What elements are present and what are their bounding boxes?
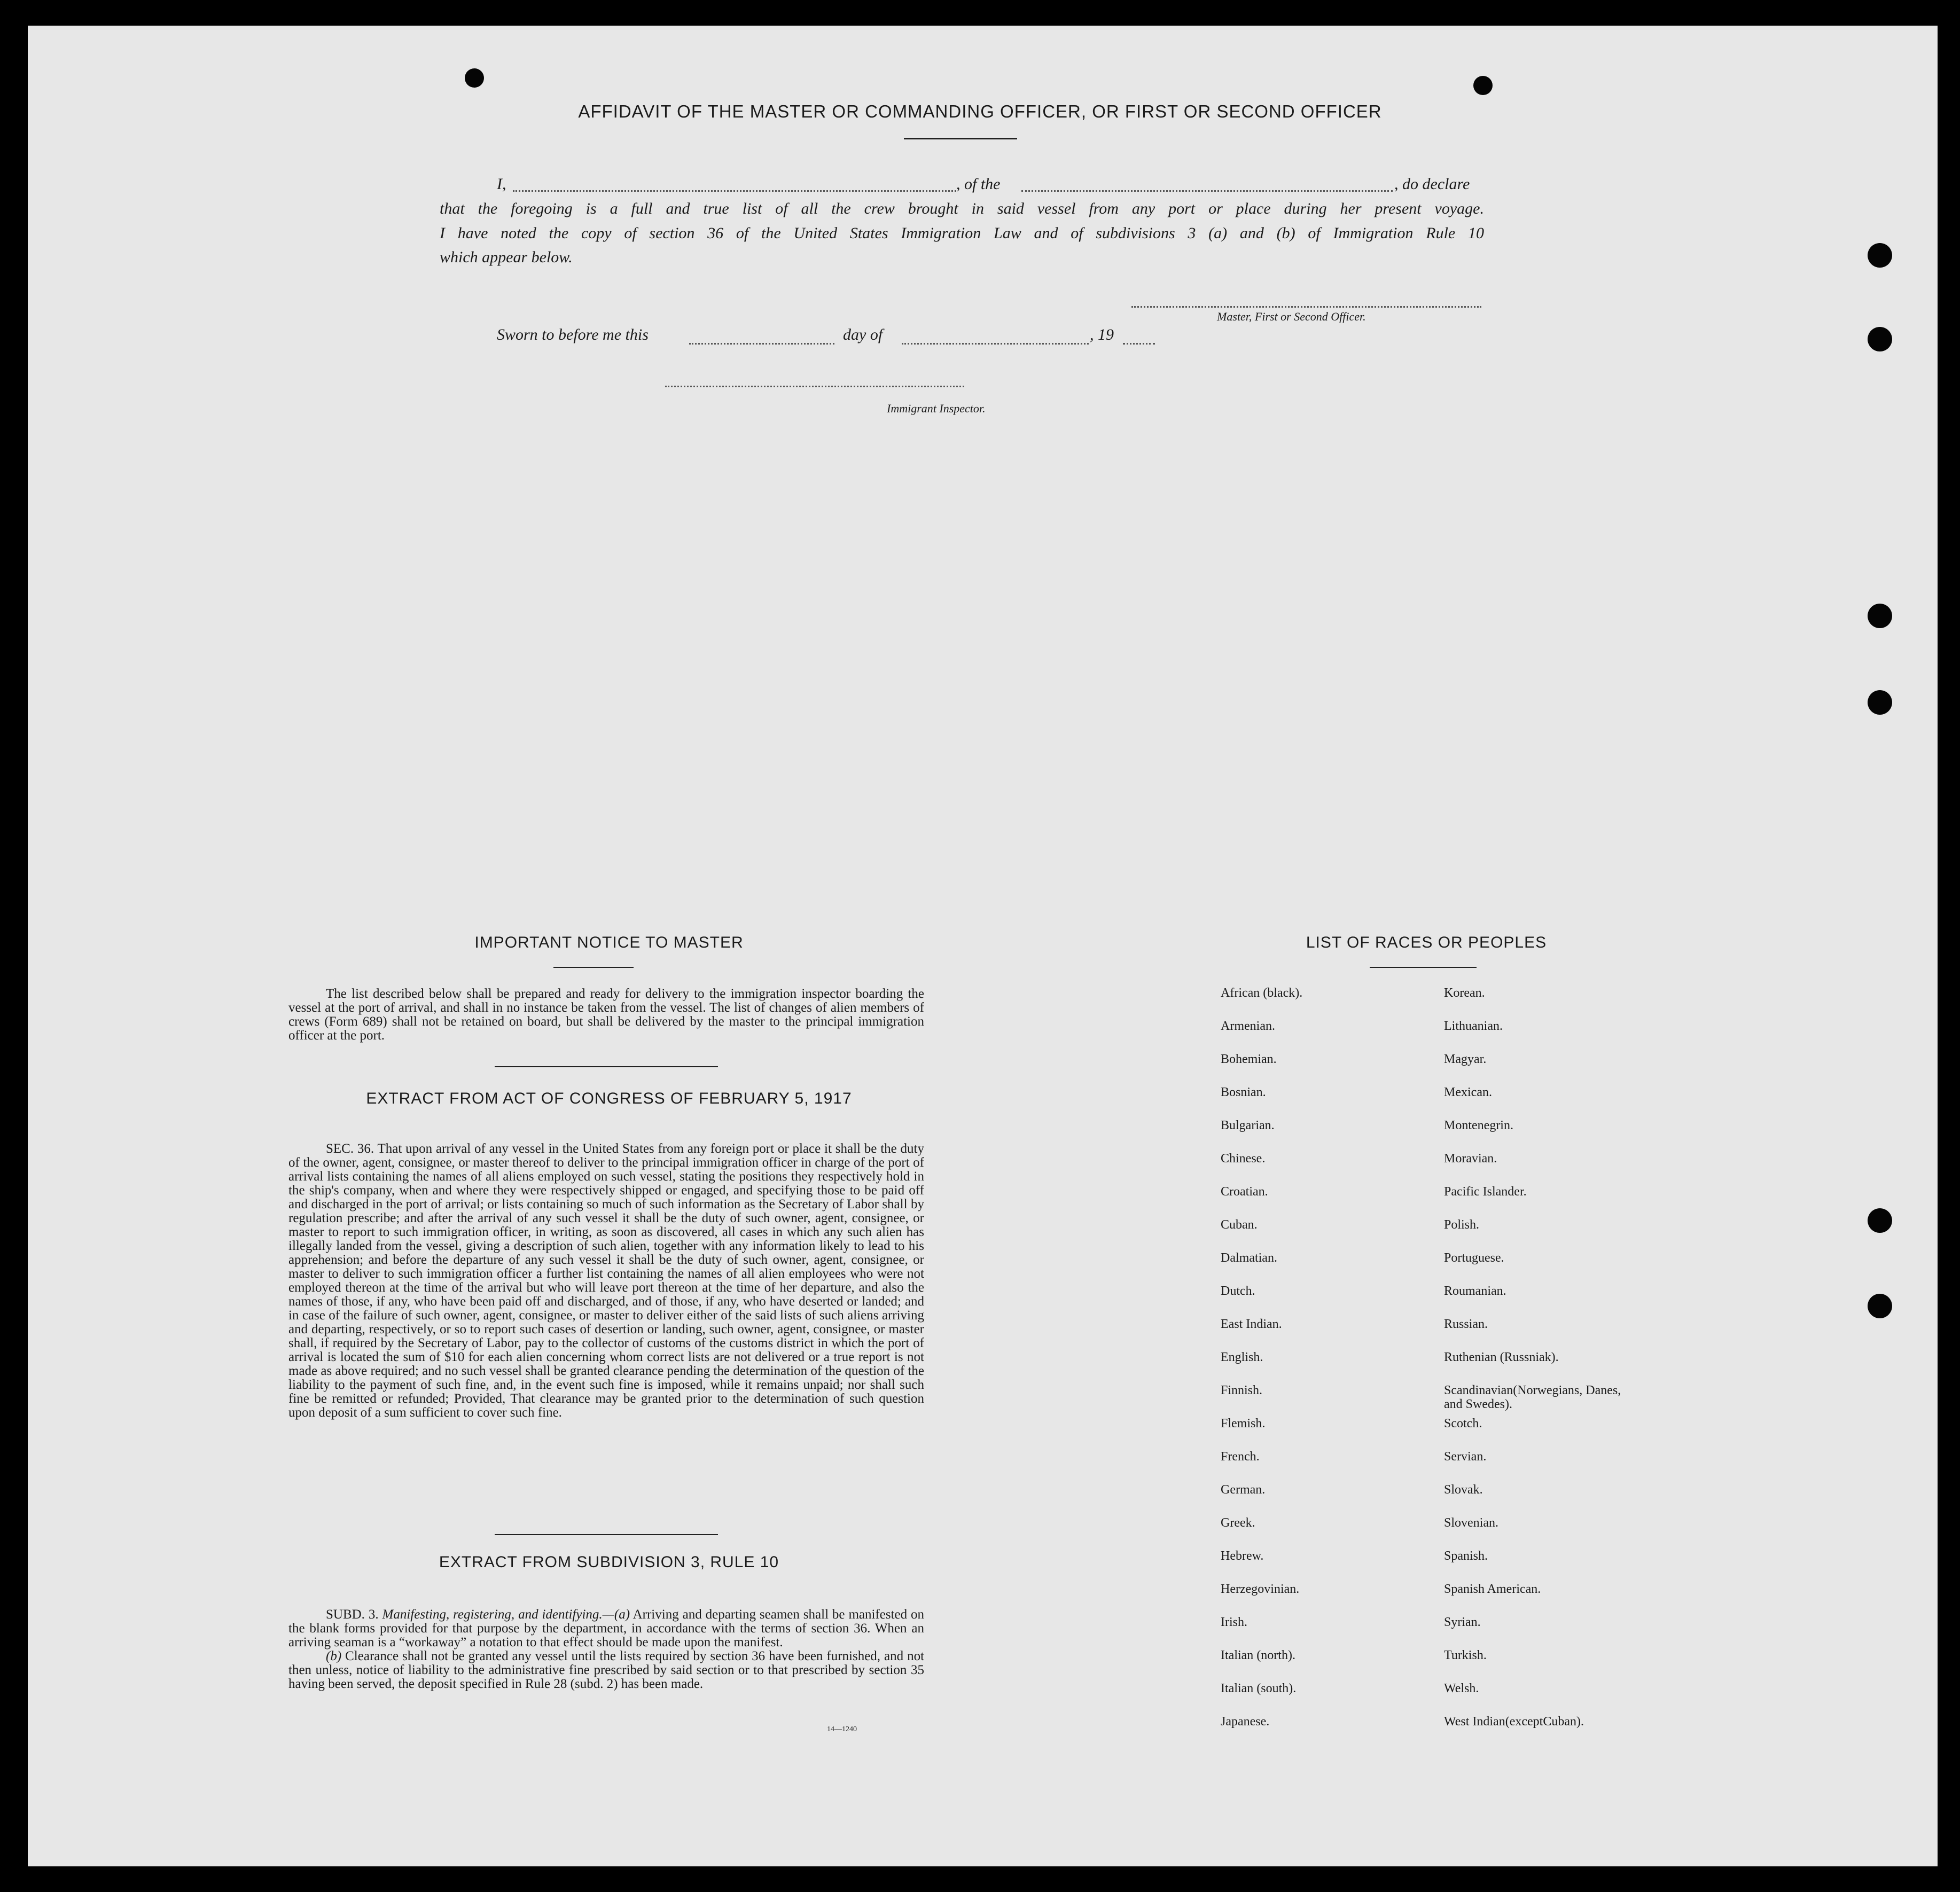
notice-divider [495,1066,718,1067]
race-item: Dutch. [1221,1284,1255,1298]
sworn-year-field[interactable] [1123,343,1155,345]
subd-text-b: Clearance shall not be granted any vessel until the lists required by section 36 have been furnished, and not then unless, notice of liability to the administrative fine prescribed by said section or to that prescribed by section 35 having been served, the deposit specified in Rule 28 (subd. 2) has been made. [288,1649,925,1691]
affidavit-title: AFFIDAVIT OF THE MASTER OR COMMANDING OFFICER, OR FIRST OR SECOND OFFICER [578,101,1382,121]
race-item: Russian. [1444,1317,1488,1331]
race-item: Armenian. [1221,1019,1275,1033]
race-item: Syrian. [1444,1615,1481,1629]
punch-hole [1868,1294,1892,1318]
race-item: Montenegrin. [1444,1119,1513,1132]
race-item: Dalmatian. [1221,1251,1277,1265]
races-title: LIST OF RACES OR PEOPLES [1306,934,1547,951]
race-item: Finnish. [1221,1383,1263,1397]
race-item: African (black). [1221,986,1303,1000]
race-item: West Indian(exceptCuban). [1444,1715,1584,1729]
notice-text: The list described below shall be prepared and ready for delivery to the immigration inspector boarding the vessel at the port of arrival, and shall in no instance be taken from the vessel. The list of changes of alien members of crews (Form 689) shall not be retained on board, but shall be delivered by the master to the principal immigration officer at the port. [288,987,924,1043]
race-item: Korean. [1444,986,1485,1000]
race-item: Greek. [1221,1516,1255,1530]
sworn-label: Sworn to before me this [497,326,649,343]
declarant-name-field[interactable] [513,190,956,192]
race-item: French. [1221,1450,1260,1464]
race-item: Bohemian. [1221,1052,1277,1066]
race-item: Italian (south). [1221,1682,1297,1695]
title-underline [904,138,1017,139]
punch-hole [1868,690,1892,715]
race-item: Herzegovinian. [1221,1582,1300,1596]
subd-heading: Manifesting, registering, and identifying.—(a) [382,1607,630,1622]
inspector-signature-field[interactable] [665,386,964,387]
race-item: Hebrew. [1221,1549,1264,1563]
declarant-line [497,175,506,193]
race-item: Spanish. [1444,1549,1488,1563]
vessel-name-field[interactable] [1021,190,1393,192]
race-item: Lithuanian. [1444,1019,1503,1033]
race-item: Japanese. [1221,1715,1270,1729]
sworn-day-field[interactable] [689,343,834,345]
race-item: Portuguese. [1444,1251,1504,1265]
race-item: Chinese. [1221,1152,1266,1166]
act-divider [495,1534,718,1535]
race-item: Magyar. [1444,1052,1487,1066]
race-item: Flemish. [1221,1417,1266,1430]
day-of-label: day of [843,326,883,343]
race-item: Servian. [1444,1450,1487,1464]
affidavit-line-4: which appear below. [440,248,573,266]
subd-b-label: (b) [326,1649,342,1663]
race-item: Irish. [1221,1615,1247,1629]
race-item: Croatian. [1221,1185,1268,1199]
act-title: EXTRACT FROM ACT OF CONGRESS OF FEBRUARY 5, 1917 [366,1090,852,1107]
race-item: Mexican. [1444,1085,1492,1099]
notice-title: IMPORTANT NOTICE TO MASTER [474,934,744,951]
punch-hole [1868,327,1892,351]
punch-hole [1868,243,1892,268]
affidavit-line-2: that the foregoing is a full and true list of all the crew brought in said vessel from any port or place during her present voyage. [440,200,1484,217]
affidavit-line-3: I have noted the copy of section 36 of the United States Immigration Law and of subdivisions 3 (a) and (b) of Immigration Rule 10 [440,224,1484,242]
race-item: Bulgarian. [1221,1119,1275,1132]
race-item: Welsh. [1444,1682,1479,1695]
subd-text-a: Arriving and departing seamen shall be manifested on the blank forms provided for that purpose by the department, in accordance with the terms of section 36. When an arriving seaman is a “workaway” a notation to that effect should be made upon the manifest. [288,1607,925,1649]
race-item: Slovenian. [1444,1516,1498,1530]
form-number: 14—1240 [827,1725,857,1733]
race-item: Italian (north). [1221,1648,1295,1662]
master-caption: Master, First or Second Officer. [1217,310,1366,323]
race-item: Scotch. [1444,1417,1482,1430]
master-signature-field[interactable] [1131,306,1481,308]
races-column-2 [1444,986,1647,1748]
race-item: East Indian. [1221,1317,1282,1331]
of-the-label: , of the [956,175,1001,193]
notice-title-underline [553,967,634,968]
punch-hole [1868,1208,1892,1233]
race-item: Bosnian. [1221,1085,1266,1099]
rule-title: EXTRACT FROM SUBDIVISION 3, RULE 10 [439,1553,779,1571]
subd-label: SUBD. 3. [326,1607,379,1622]
sworn-month-field[interactable] [902,343,1089,345]
race-item: English. [1221,1350,1263,1364]
act-text: SEC. 36. That upon arrival of any vessel in the United States from any foreign port or place it shall be the duty of the owner, agent, consignee, or master thereof to deliver to the principal immigration officer in charge of the port of arrival lists containing the names of all aliens employed on such vessel, stating the positions they respectively hold in the ship's company, when and where they were respectively shipped or engaged, and specifying those to be paid off and discharged in the port of arrival; or lists containing so much of such information as the Secretary of Labor shall by regulation prescribe; and after the arrival of any such vessel it shall be the duty of such owner, agent, consignee, or master to report to such immigration officer, in writing, as soon as discovered, all cases in which any such alien has illegally landed from the vessel, giving a description of such alien, together with any information likely to lead to his apprehension; and before the departure of any such vessel it shall be the duty of such owner, agent, consignee, or master to deliver to such immigration officer a further list containing the names of all alien employees who were not employed thereon at the time of the arrival but who will leave port thereon at the time of her departure, and also the names of those, if any, who have been paid off and discharged, and of those, if any, who have deserted or landed; and in case of the failure of such owner, agent, consignee, or master to deliver either of the said lists of such aliens arriving and departing, respectively, or so to report such cases of desertion or landing, such owner, agent, consignee, or master shall, if required by the Secretary of Labor, pay to the collector of customs of the customs district in which the port of arrival is located the sum of $10 for each alien concerning whom correct lists are not delivered or a true report is not made as above required; and no such vessel shall be granted clearance pending the determination of the question of the liability to the payment of such fine, and, in the event such fine is imposed, while it remains unpaid; nor shall such fine be remitted or refunded; Provided, That clearance may be granted prior to the determination of such question upon deposit of a sum sufficient to cover such fine. [288,1142,924,1420]
race-item: Spanish American. [1444,1582,1541,1596]
race-item: Scandinavian(Norwegians, Danes, and Swedes). [1444,1383,1621,1411]
race-item: Roumanian. [1444,1284,1506,1298]
race-item: Ruthenian (Russniak). [1444,1350,1559,1364]
punch-hole [1868,604,1892,628]
race-item: German. [1221,1483,1266,1497]
rule-text [288,1608,924,1691]
inspector-caption: Immigrant Inspector. [887,402,986,415]
races-column-1 [1221,986,1424,1748]
punch-hole [465,68,484,88]
year-label: , 19 [1090,326,1114,343]
race-item: Polish. [1444,1218,1480,1232]
i-label: I, [497,175,506,193]
race-item: Pacific Islander. [1444,1185,1527,1199]
punch-hole [1473,76,1493,95]
races-title-underline [1370,967,1477,968]
race-item: Turkish. [1444,1648,1487,1662]
race-item: Moravian. [1444,1152,1497,1166]
race-item: Cuban. [1221,1218,1258,1232]
race-item: Slovak. [1444,1483,1483,1497]
do-declare-label: , do declare [1394,175,1470,193]
